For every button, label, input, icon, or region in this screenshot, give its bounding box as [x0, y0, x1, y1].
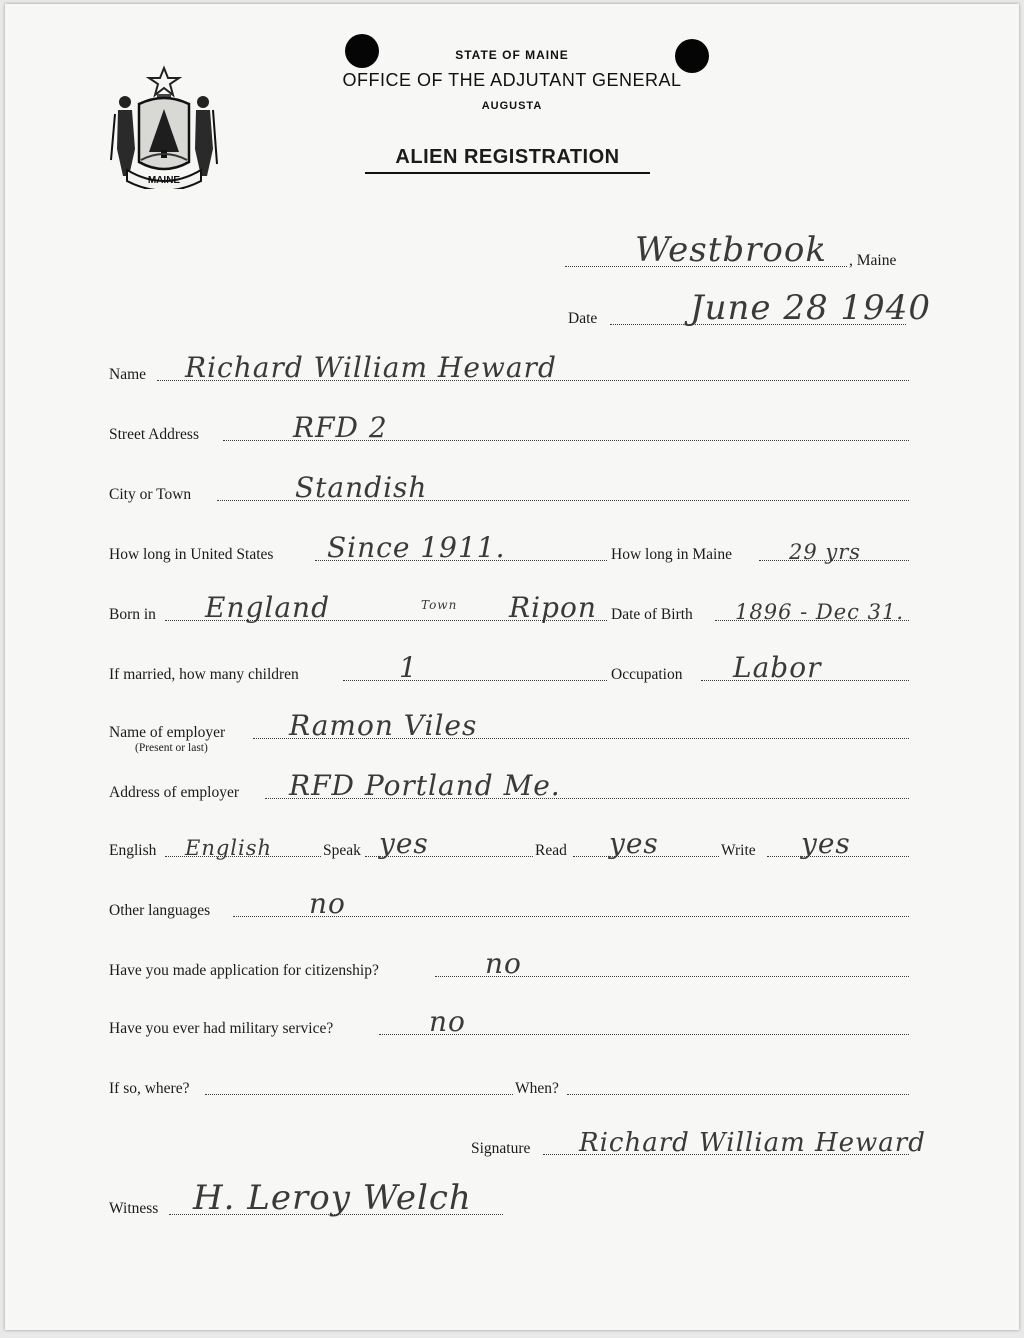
value-children: 1: [399, 651, 418, 684]
label-date: Date: [568, 310, 598, 327]
label-write: Write: [721, 842, 756, 859]
label-employer-address: Address of employer: [109, 784, 239, 801]
field-citizenship[interactable]: [109, 947, 909, 980]
value-occupation: Labor: [733, 651, 822, 684]
label-name: Name: [109, 366, 147, 383]
value-english: English: [185, 836, 273, 860]
label-maine: , Maine: [849, 252, 897, 269]
field-town[interactable]: [565, 230, 915, 270]
label-other-languages: Other languages: [109, 902, 211, 919]
field-born-in[interactable]: [109, 591, 909, 624]
registration-form-page: [5, 4, 1019, 1330]
value-employer: Ramon Viles: [289, 709, 478, 742]
field-children[interactable]: [109, 651, 909, 684]
value-born-town: Ripon: [509, 591, 597, 624]
label-when: When?: [515, 1080, 559, 1097]
field-where-when[interactable]: [109, 1076, 909, 1098]
label-children: If married, how many children: [109, 666, 299, 683]
form-title: ALIEN REGISTRATION: [365, 146, 650, 174]
value-signature: Richard William Heward: [579, 1128, 926, 1158]
field-witness[interactable]: [109, 1178, 509, 1218]
field-address-of-employer[interactable]: [109, 769, 909, 802]
value-speak: yes: [379, 827, 429, 860]
field-military-service[interactable]: [109, 1005, 909, 1038]
label-city: City or Town: [109, 486, 192, 503]
field-signature[interactable]: [471, 1128, 1011, 1158]
header-city: AUGUSTA: [481, 100, 543, 112]
value-name: Richard William Heward: [185, 351, 557, 384]
value-employer-address: RFD Portland Me.: [289, 769, 561, 802]
label-signature: Signature: [471, 1140, 531, 1157]
label-witness: Witness: [109, 1200, 159, 1217]
label-citizenship: Have you made application for citizenship?: [109, 962, 379, 979]
label-read: Read: [535, 842, 567, 859]
label-born-in: Born in: [109, 606, 156, 623]
label-how-long-us: How long in United States: [109, 546, 274, 563]
field-other-languages[interactable]: [109, 887, 909, 920]
label-employer-sub: (Present or last): [135, 742, 208, 754]
value-other-languages: no: [309, 887, 346, 920]
label-speak: Speak: [323, 842, 361, 859]
field-how-long-us[interactable]: [109, 531, 909, 564]
value-born-town-note: Town: [421, 598, 458, 612]
label-occupation: Occupation: [611, 666, 683, 683]
value-street: RFD 2: [293, 411, 388, 444]
value-citizenship: no: [485, 947, 522, 980]
field-name[interactable]: [109, 351, 909, 384]
value-city: Standish: [295, 471, 428, 504]
value-military: no: [429, 1005, 466, 1038]
label-how-long-maine: How long in Maine: [611, 546, 732, 563]
value-date-of-birth: 1896 - Dec 31.: [735, 600, 904, 624]
field-city-or-town[interactable]: [109, 471, 909, 504]
value-date: June 28 1940: [690, 288, 931, 328]
label-english: English: [109, 842, 157, 859]
label-date-of-birth: Date of Birth: [611, 606, 693, 623]
header-state: STATE OF MAINE: [455, 48, 569, 62]
field-english[interactable]: [109, 827, 909, 860]
value-born-in: England: [205, 591, 331, 624]
label-street: Street Address: [109, 426, 199, 443]
seal-banner-text: MAINE: [147, 175, 181, 186]
value-how-long-us: Since 1911.: [327, 531, 506, 564]
field-street-address[interactable]: [109, 411, 909, 444]
label-employer: Name of employer: [109, 724, 226, 741]
field-date[interactable]: [568, 288, 931, 328]
value-town: Westbrook: [635, 230, 827, 270]
label-where: If so, where?: [109, 1080, 190, 1097]
value-read: yes: [609, 827, 659, 860]
header-office: OFFICE OF THE ADJUTANT GENERAL: [342, 70, 682, 90]
value-witness: H. Leroy Welch: [193, 1178, 472, 1218]
label-military: Have you ever had military service?: [109, 1020, 334, 1037]
field-name-of-employer[interactable]: [109, 709, 909, 754]
value-write: yes: [801, 827, 851, 860]
value-how-long-maine: 29 yrs: [789, 540, 862, 564]
